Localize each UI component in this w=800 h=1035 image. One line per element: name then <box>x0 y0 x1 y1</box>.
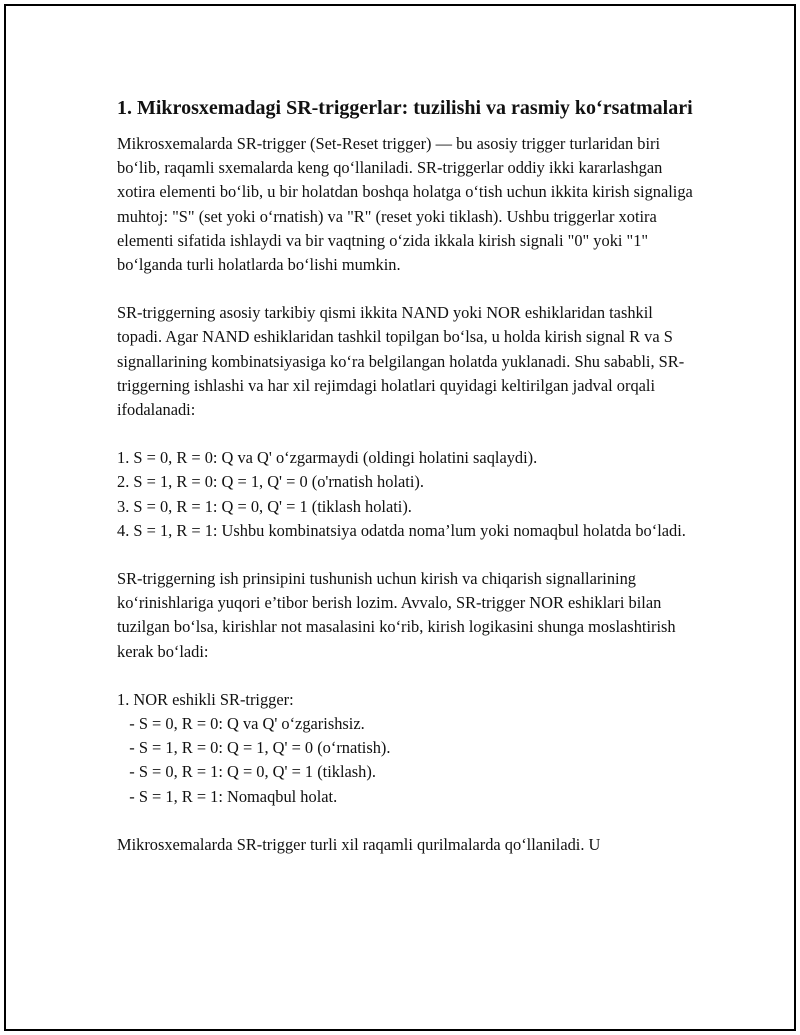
list-title: 1. NOR eshikli SR-trigger: <box>117 689 294 709</box>
paragraph-gap <box>117 809 697 833</box>
section-heading: 1. Mikrosxemadagi SR-triggerlar: tuzilishi va rasmiy ko‘rsatmalari <box>117 97 693 119</box>
list-item: - S = 1, R = 0: Q = 1, Q' = 0 (o‘rnatish). <box>117 738 391 758</box>
document-body <box>117 94 697 857</box>
paragraph-structure: SR-triggerning asosiy tarkibiy qismi ikkita NAND yoki NOR eshiklaridan tashkil topadi. Agar NAND eshiklaridan tashkil topilgan bo‘lsa, u holda kirish signal R va S signallarining kombinatsiyasiga ko‘ra belgilangan holatda yuklanadi. Shu sababli, SR-triggerning ishlashi va har xil rejimdagi holatlari quyidagi keltirilgan jadval orqali ifodalanadi: <box>117 303 685 420</box>
nor-trigger-list <box>117 688 697 809</box>
paragraph-gap <box>117 277 697 301</box>
paragraph-gap <box>117 543 697 567</box>
list-item: 3. S = 0, R = 1: Q = 0, Q' = 1 (tiklash holati). <box>117 496 412 516</box>
list-item: - S = 0, R = 0: Q va Q' o‘zgarishsiz. <box>117 714 365 734</box>
list-item: 1. S = 0, R = 0: Q va Q' o‘zgarmaydi (oldingi holatini saqlaydi). <box>117 448 538 468</box>
paragraph-applications: Mikrosxemalarda SR-trigger turli xil raqamli qurilmalarda qo‘llaniladi. U <box>117 834 601 854</box>
paragraph-principle: SR-triggerning ish prinsipini tushunish uchun kirish va chiqarish signallarining ko‘rinishlariga yuqori e’tibor berish lozim. Avvalo, SR-trigger NOR eshiklari bilan tuzilgan bo‘lsa, kirishlar not masalasini ko‘rib, kirish logikasini shunga moslashtirish kerak bo‘ladi: <box>117 569 676 661</box>
paragraph-gap <box>117 422 697 446</box>
truth-table-list <box>117 446 697 543</box>
paragraph-gap <box>117 664 697 688</box>
paragraph-intro: Mikrosxemalarda SR-trigger (Set-Reset trigger) — bu asosiy trigger turlaridan biri bo‘lib, raqamli sxemalarda keng qo‘llaniladi. SR-triggerlar oddiy ikki kararlashgan xotira elementi bo‘lib, u bir holatdan boshqa holatga o‘tish uchun ikkita kirish signaliga muhtoj: "S" (set yoki o‘rnatish) va "R" (reset yoki tiklash). Ushbu triggerlar xotira elementi sifatida ishlaydi va bir vaqtning o‘zida ikkala kirish signali "0" yoki "1" bo‘lganda turli holatlarda bo‘lishi mumkin. <box>117 134 693 275</box>
list-item: 4. S = 1, R = 1: Ushbu kombinatsiya odatda noma’lum yoki nomaqbul holatda bo‘ladi. <box>117 520 686 540</box>
list-item: 2. S = 1, R = 0: Q = 1, Q' = 0 (o'rnatish holati). <box>117 472 424 492</box>
list-item: - S = 1, R = 1: Nomaqbul holat. <box>117 786 338 806</box>
list-item: - S = 0, R = 1: Q = 0, Q' = 1 (tiklash). <box>117 762 376 782</box>
